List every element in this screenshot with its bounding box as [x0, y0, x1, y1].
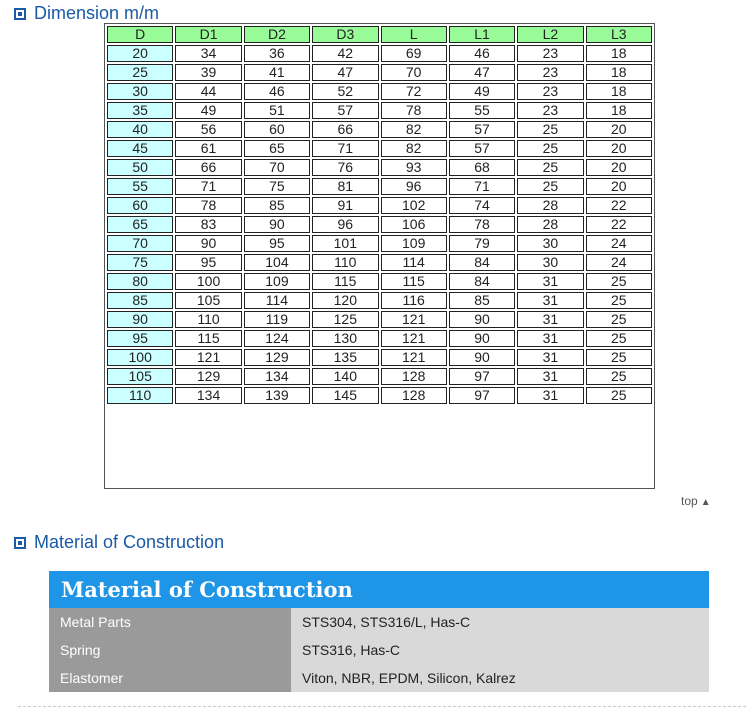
square-bullet-icon: [14, 537, 26, 549]
table-cell: 109: [381, 235, 447, 252]
table-row: [107, 235, 652, 252]
table-cell: 84: [449, 254, 515, 271]
table-cell: 80: [107, 273, 173, 290]
table-cell: 75: [244, 178, 310, 195]
table-cell: 79: [449, 235, 515, 252]
table-cell: 55: [449, 102, 515, 119]
table-cell: 95: [244, 235, 310, 252]
table-cell: 90: [449, 311, 515, 328]
table-cell: 84: [449, 273, 515, 290]
table-cell: 71: [449, 178, 515, 195]
table-cell: 110: [175, 311, 241, 328]
table-cell: 90: [107, 311, 173, 328]
table-cell: 140: [312, 368, 378, 385]
table-cell: 25: [586, 330, 652, 347]
table-cell: 28: [517, 197, 583, 214]
table-cell: 75: [107, 254, 173, 271]
table-cell: 78: [449, 216, 515, 233]
triangle-up-icon[interactable]: ▲: [700, 497, 711, 508]
table-cell: 47: [449, 64, 515, 81]
table-cell: 31: [517, 330, 583, 347]
table-cell: 24: [586, 254, 652, 271]
table-cell: 20: [586, 121, 652, 138]
material-label: Elastomer: [49, 664, 291, 692]
table-cell: 25: [517, 159, 583, 176]
table-row: [107, 83, 652, 100]
table-cell: 18: [586, 64, 652, 81]
top-link-label[interactable]: top: [681, 494, 698, 508]
table-cell: 101: [312, 235, 378, 252]
table-row: [107, 178, 652, 195]
table-row: [107, 102, 652, 119]
material-label: Spring: [49, 636, 291, 664]
table-cell: 25: [517, 140, 583, 157]
table-cell: 121: [381, 349, 447, 366]
column-header-l3: L3: [586, 26, 652, 43]
table-cell: 66: [175, 159, 241, 176]
table-cell: 20: [586, 178, 652, 195]
table-cell: 31: [517, 273, 583, 290]
table-cell: 49: [175, 102, 241, 119]
table-cell: 57: [449, 140, 515, 157]
table-cell: 70: [381, 64, 447, 81]
table-cell: 25: [586, 311, 652, 328]
table-cell: 31: [517, 311, 583, 328]
table-row: [107, 273, 652, 290]
table-cell: 39: [175, 64, 241, 81]
table-cell: 97: [449, 368, 515, 385]
table-cell: 41: [244, 64, 310, 81]
table-cell: 23: [517, 102, 583, 119]
table-cell: 46: [449, 45, 515, 62]
table-row: [107, 197, 652, 214]
table-cell: 18: [586, 102, 652, 119]
table-row: [107, 216, 652, 233]
table-cell: 90: [449, 330, 515, 347]
table-cell: 139: [244, 387, 310, 404]
table-cell: 31: [517, 349, 583, 366]
table-cell: 90: [449, 349, 515, 366]
table-cell: 30: [517, 254, 583, 271]
table-cell: 110: [107, 387, 173, 404]
table-cell: 119: [244, 311, 310, 328]
table-cell: 20: [107, 45, 173, 62]
table-cell: 18: [586, 83, 652, 100]
material-section-title: [14, 532, 224, 553]
table-cell: 85: [449, 292, 515, 309]
table-cell: 116: [381, 292, 447, 309]
table-cell: 96: [312, 216, 378, 233]
table-cell: 25: [586, 292, 652, 309]
table-row: [107, 387, 652, 404]
table-cell: 31: [517, 387, 583, 404]
table-cell: 66: [312, 121, 378, 138]
table-cell: 25: [107, 64, 173, 81]
table-row: [107, 159, 652, 176]
table-cell: 93: [381, 159, 447, 176]
table-row: [107, 368, 652, 385]
table-cell: 72: [381, 83, 447, 100]
table-cell: 70: [107, 235, 173, 252]
table-cell: 78: [175, 197, 241, 214]
table-cell: 69: [381, 45, 447, 62]
table-cell: 125: [312, 311, 378, 328]
table-cell: 114: [244, 292, 310, 309]
table-cell: 52: [312, 83, 378, 100]
table-cell: 60: [244, 121, 310, 138]
material-title-text: Material of Construction: [34, 532, 225, 552]
table-cell: 124: [244, 330, 310, 347]
column-header-d1: D1: [175, 26, 241, 43]
dimension-table: [105, 24, 654, 406]
column-header-l: L: [381, 26, 447, 43]
table-cell: 25: [586, 368, 652, 385]
table-cell: 56: [175, 121, 241, 138]
table-cell: 47: [312, 64, 378, 81]
table-cell: 46: [244, 83, 310, 100]
table-cell: 25: [517, 178, 583, 195]
table-cell: 120: [312, 292, 378, 309]
table-cell: 91: [312, 197, 378, 214]
column-header-l2: L2: [517, 26, 583, 43]
table-cell: 115: [175, 330, 241, 347]
column-header-d3: D3: [312, 26, 378, 43]
table-cell: 106: [381, 216, 447, 233]
table-cell: 20: [586, 140, 652, 157]
table-cell: 70: [244, 159, 310, 176]
table-cell: 95: [175, 254, 241, 271]
table-cell: 24: [586, 235, 652, 252]
table-cell: 30: [517, 235, 583, 252]
dimension-title-text: Dimension m/m: [34, 3, 160, 23]
table-cell: 18: [586, 45, 652, 62]
table-cell: 23: [517, 45, 583, 62]
table-cell: 51: [244, 102, 310, 119]
table-cell: 55: [107, 178, 173, 195]
table-cell: 34: [175, 45, 241, 62]
table-cell: 104: [244, 254, 310, 271]
table-cell: 25: [517, 121, 583, 138]
table-cell: 22: [586, 197, 652, 214]
table-cell: 71: [312, 140, 378, 157]
table-cell: 23: [517, 64, 583, 81]
table-cell: 83: [175, 216, 241, 233]
table-row: [107, 254, 652, 271]
table-cell: 76: [312, 159, 378, 176]
table-cell: 109: [244, 273, 310, 290]
table-cell: 110: [312, 254, 378, 271]
table-header-row: [107, 26, 652, 43]
top-link[interactable]: [681, 494, 711, 508]
table-cell: 40: [107, 121, 173, 138]
table-cell: 30: [107, 83, 173, 100]
column-header-l1: L1: [449, 26, 515, 43]
table-cell: 45: [107, 140, 173, 157]
table-cell: 28: [517, 216, 583, 233]
table-cell: 57: [449, 121, 515, 138]
table-cell: 85: [107, 292, 173, 309]
table-cell: 71: [175, 178, 241, 195]
table-cell: 82: [381, 140, 447, 157]
table-cell: 42: [312, 45, 378, 62]
material-value: STS304, STS316/L, Has-C: [291, 608, 709, 636]
table-cell: 50: [107, 159, 173, 176]
table-cell: 57: [312, 102, 378, 119]
table-cell: 78: [381, 102, 447, 119]
table-cell: 121: [381, 330, 447, 347]
table-cell: 128: [381, 387, 447, 404]
table-cell: 44: [175, 83, 241, 100]
table-cell: 96: [381, 178, 447, 195]
table-cell: 20: [586, 159, 652, 176]
table-cell: 61: [175, 140, 241, 157]
table-cell: 129: [175, 368, 241, 385]
table-cell: 128: [381, 368, 447, 385]
table-row: [107, 311, 652, 328]
material-value: STS316, Has-C: [291, 636, 709, 664]
table-cell: 100: [175, 273, 241, 290]
table-row: [107, 64, 652, 81]
table-cell: 114: [381, 254, 447, 271]
table-cell: 25: [586, 273, 652, 290]
table-row: [107, 45, 652, 62]
table-cell: 129: [244, 349, 310, 366]
bottom-divider: [18, 706, 746, 707]
table-row: [107, 121, 652, 138]
table-cell: 115: [312, 273, 378, 290]
material-table: [49, 571, 709, 692]
table-cell: 60: [107, 197, 173, 214]
table-cell: 65: [244, 140, 310, 157]
table-cell: 134: [175, 387, 241, 404]
material-value: Viton, NBR, EPDM, Silicon, Kalrez: [291, 664, 709, 692]
table-cell: 81: [312, 178, 378, 195]
material-row-elastomer: [49, 664, 709, 692]
table-cell: 25: [586, 387, 652, 404]
table-cell: 90: [175, 235, 241, 252]
table-cell: 65: [107, 216, 173, 233]
table-cell: 22: [586, 216, 652, 233]
table-cell: 31: [517, 292, 583, 309]
column-header-d2: D2: [244, 26, 310, 43]
table-cell: 121: [175, 349, 241, 366]
table-cell: 49: [449, 83, 515, 100]
table-cell: 95: [107, 330, 173, 347]
table-cell: 145: [312, 387, 378, 404]
table-cell: 68: [449, 159, 515, 176]
dimension-table-frame: [104, 23, 655, 489]
table-cell: 105: [107, 368, 173, 385]
table-cell: 36: [244, 45, 310, 62]
table-cell: 25: [586, 349, 652, 366]
table-cell: 115: [381, 273, 447, 290]
table-cell: 135: [312, 349, 378, 366]
material-label: Metal Parts: [49, 608, 291, 636]
table-cell: 31: [517, 368, 583, 385]
square-bullet-icon: [14, 8, 26, 20]
table-cell: 82: [381, 121, 447, 138]
material-row-metal-parts: [49, 608, 709, 636]
table-cell: 90: [244, 216, 310, 233]
table-row: [107, 140, 652, 157]
table-cell: 130: [312, 330, 378, 347]
table-cell: 97: [449, 387, 515, 404]
table-cell: 121: [381, 311, 447, 328]
table-row: [107, 349, 652, 366]
table-row: [107, 330, 652, 347]
column-header-d: D: [107, 26, 173, 43]
material-row-spring: [49, 636, 709, 664]
table-cell: 105: [175, 292, 241, 309]
table-cell: 85: [244, 197, 310, 214]
table-cell: 102: [381, 197, 447, 214]
table-cell: 35: [107, 102, 173, 119]
dimension-section-title: [14, 3, 159, 24]
table-cell: 100: [107, 349, 173, 366]
table-cell: 23: [517, 83, 583, 100]
table-row: [107, 292, 652, 309]
table-cell: 74: [449, 197, 515, 214]
material-table-heading: Material of Construction: [49, 571, 709, 608]
table-cell: 134: [244, 368, 310, 385]
